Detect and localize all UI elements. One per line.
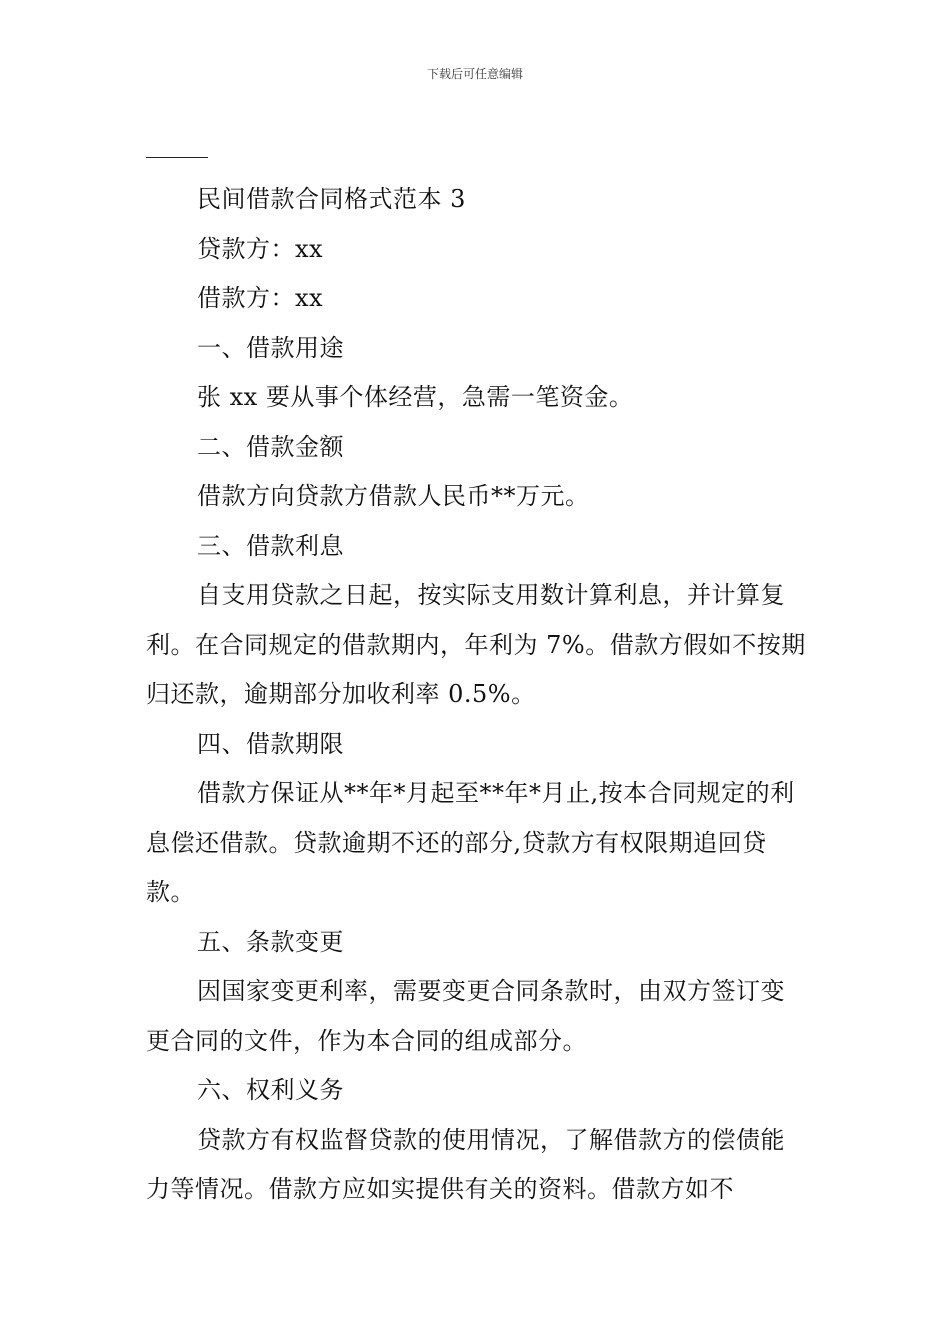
- paragraph-amount: 借款方向贷款方借款人民币**万元。: [197, 482, 590, 510]
- page-header: 下载后可任意编辑: [426, 67, 523, 81]
- paragraph-changes: 因国家变更利率，需要变更合同条款时，由双方签订变更合同的文件，作为本合同的组成部分。: [146, 977, 785, 1055]
- section-heading-amount: 二、借款金额: [197, 432, 344, 461]
- paragraph-term: 借款方保证从**年*月起至**年*月止,按本合同规定的利息偿还借款。贷款逾期不还的部分,贷款方有权限期追回贷款。: [146, 779, 795, 906]
- paragraph-rights: 贷款方有权监督贷款的使用情况，了解借款方的偿债能力等情况。借款方应如实提供有关的资料。借款方如不: [146, 1125, 785, 1203]
- paragraph-interest: 自支用贷款之日起，按实际支用数计算利息，并计算复利。在合同规定的借款期内，年利为 7%。借款方假如不按期归还款，逾期部分加收利率 0.5%。: [146, 581, 806, 708]
- section-heading-purpose: 一、借款用途: [197, 333, 344, 362]
- section-heading-term: 四、借款期限: [197, 729, 344, 758]
- borrower-line: 借款方：xx: [197, 284, 324, 312]
- section-heading-rights: 六、权利义务: [197, 1076, 344, 1104]
- header-rule: [146, 157, 208, 158]
- lender-line: 贷款方：xx: [197, 234, 324, 263]
- section-heading-interest: 三、借款利息: [197, 531, 344, 560]
- paragraph-purpose: 张 xx 要从事个体经营，急需一笔资金。: [197, 383, 634, 411]
- document-body: [146, 175, 808, 1215]
- section-heading-changes: 五、条款变更: [197, 927, 344, 956]
- document-title: 民间借款合同格式范本 3: [197, 185, 466, 213]
